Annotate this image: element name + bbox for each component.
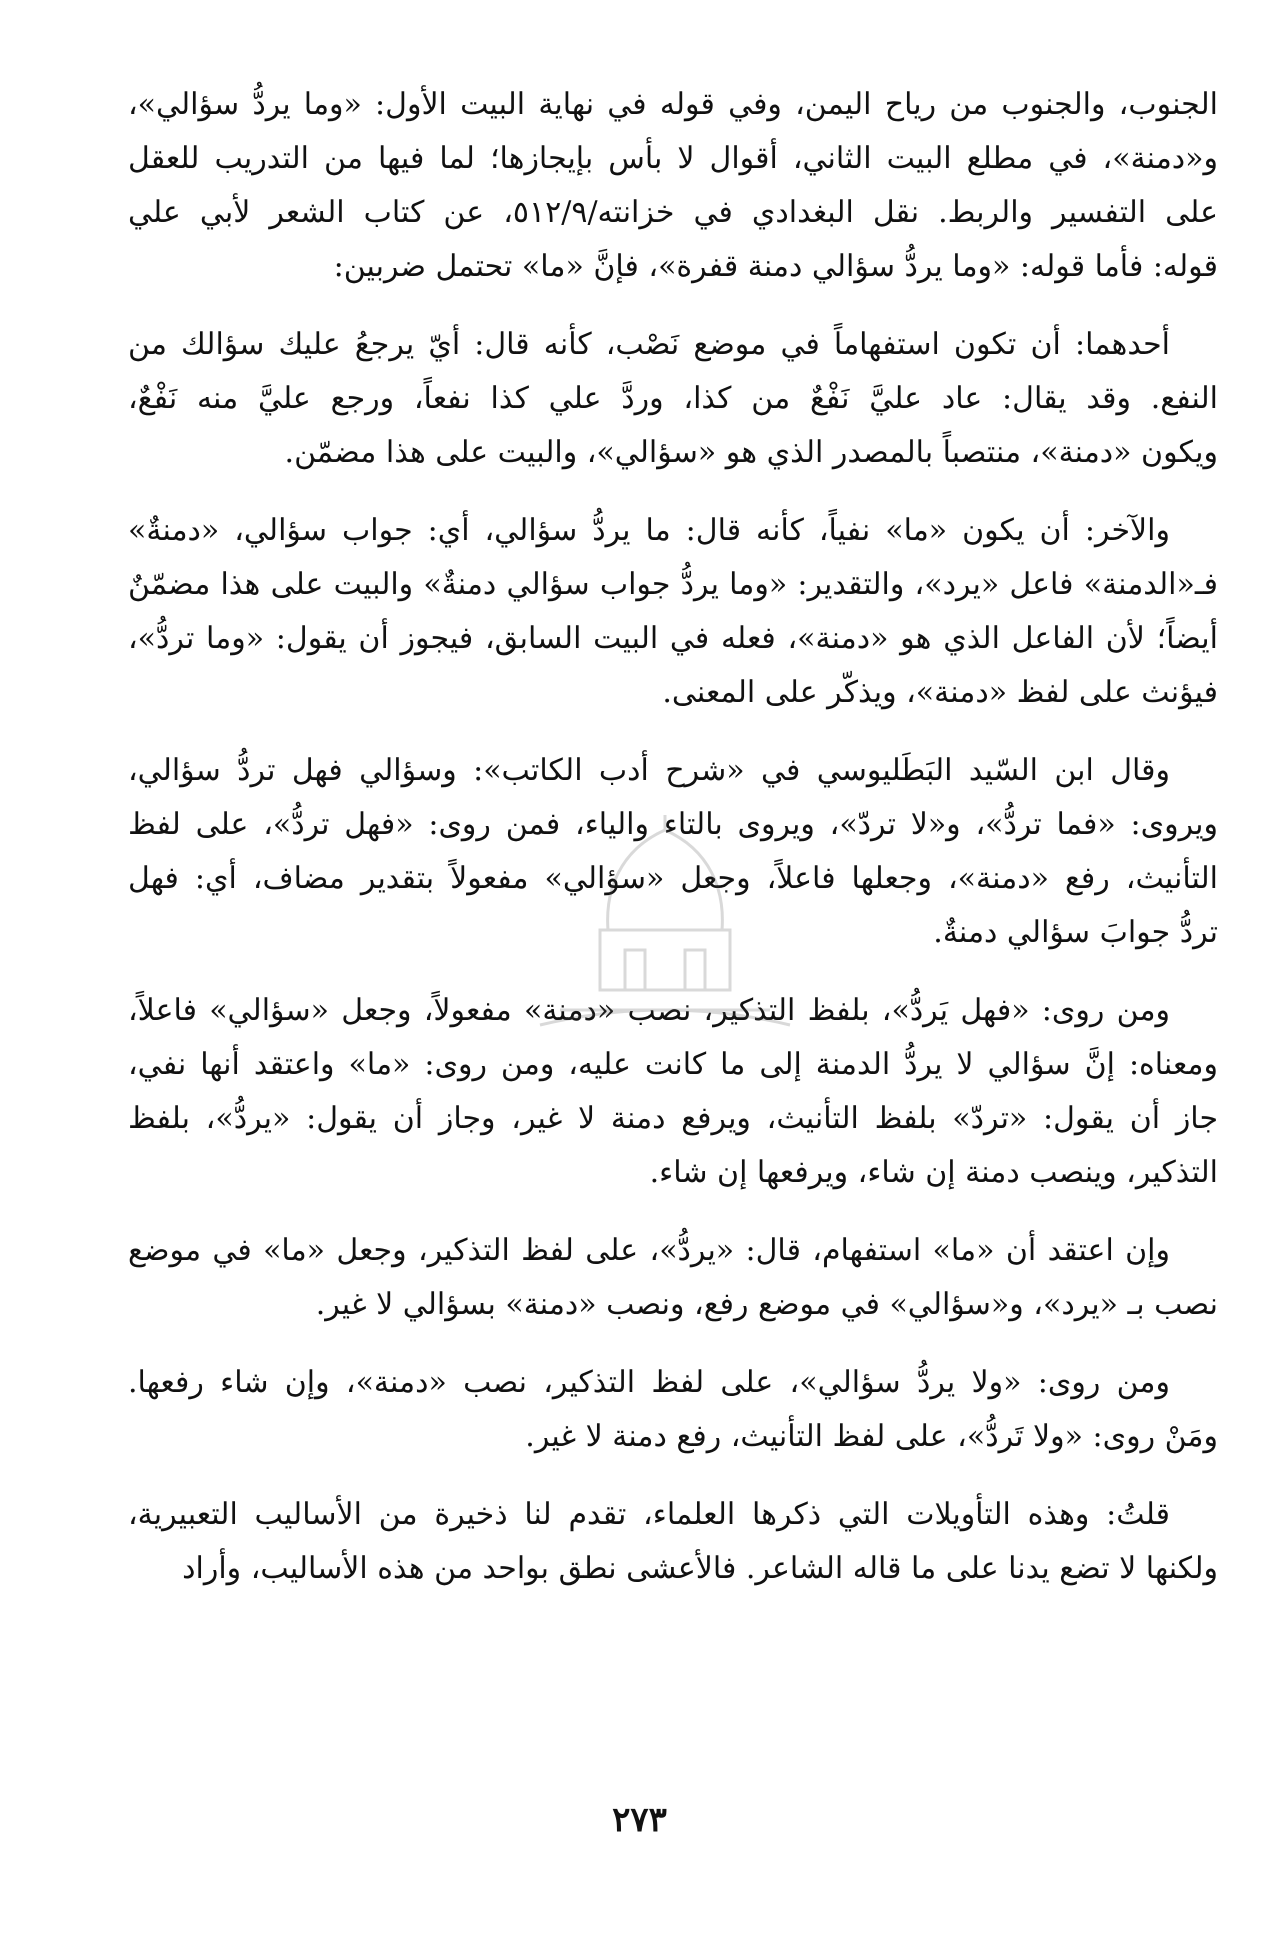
text-line: فيؤنث على لفظ «دمنة»، ويذكّر على المعنى. <box>662 675 1218 710</box>
text-line: الجنوب، والجنوب من رياح اليمن، وفي قوله في نهاية البيت الأول: «وما يردُّ سؤالي»، <box>128 87 1218 122</box>
text-line: أيضاً؛ لأن الفاعل الذي هو «دمنة»، فعله في البيت السابق، فيجوز أن يقول: «وما تردُّ»، <box>128 621 1218 656</box>
text-line: والآخر: أن يكون «ما» نفياً، كأنه قال: ما يردُّ سؤالي، أي: جواب سؤالي، «دمنةٌ» <box>128 513 1170 548</box>
text-line: جاز أن يقول: «تردّ» بلفظ التأنيث، ويرفع دمنة لا غير، وجاز أن يقول: «يردُّ»، بلفظ <box>128 1101 1218 1136</box>
text-line: قوله: فأما قوله: «وما يردُّ سؤالي دمنة قفرة»، فإنَّ «ما» تحتمل ضربين: <box>333 249 1218 284</box>
paragraph <box>128 318 1218 480</box>
library-dome-stamp-icon <box>500 810 830 1040</box>
paragraph <box>128 1356 1218 1464</box>
paragraph <box>128 1488 1218 1596</box>
text-line: ومعناه: إنَّ سؤالي لا يردُّ الدمنة إلى ما كانت عليه، ومن روى: «ما» واعتقد أنها نفي، <box>128 1047 1218 1082</box>
text-line: تردُّ جوابَ سؤالي دمنةٌ. <box>933 915 1218 950</box>
text-line: وإن اعتقد أن «ما» استفهام، قال: «يردُّ»، على لفظ التذكير، وجعل «ما» في موضع <box>128 1233 1170 1268</box>
text-line: و«دمنة»، في مطلع البيت الثاني، أقوال لا بأس بإيجازها؛ لما فيها من التدريب للعقل <box>128 141 1218 176</box>
text-line: ولكنها لا تضع يدنا على ما قاله الشاعر. فالأعشى نطق بواحد من هذه الأساليب، وأراد <box>182 1551 1218 1586</box>
text-line: ويروى: «فما تردُّ»، و«لا تردّ»، ويروى بالتاء والياء، فمن روى: «فهل تردُّ»، على لفظ <box>128 807 1218 842</box>
text-line: وقال ابن السّيد البَطَليوسي في «شرح أدب الكاتب»: وسؤالي فهل تردُّ سؤالي، <box>128 753 1170 788</box>
text-line: على التفسير والربط. نقل البغدادي في خزانته/٥١٢/٩، عن كتاب الشعر لأبي علي <box>128 195 1218 230</box>
text-line: ومَنْ روى: «ولا تَردُّ»، على لفظ التأنيث، رفع دمنة لا غير. <box>525 1419 1218 1454</box>
text-line: ويكون «دمنة»، منتصباً بالمصدر الذي هو «سؤالي»، والبيت على هذا مضمّن. <box>284 435 1218 470</box>
text-line: أحدهما: أن تكون استفهاماً في موضع نَصْب، كأنه قال: أيّ يرجعُ عليك سؤالك من <box>128 327 1170 362</box>
paragraph <box>128 78 1218 294</box>
page-number: ٢٧٣ <box>612 1800 667 1840</box>
text-line: ومن روى: «ولا يردُّ سؤالي»، على لفظ التذكير، نصب «دمنة»، وإن شاء رفعها. <box>128 1365 1170 1400</box>
text-line: التذكير، وينصب دمنة إن شاء، ويرفعها إن شاء. <box>649 1155 1218 1190</box>
text-line: فـ«الدمنة» فاعل «يرد»، والتقدير: «وما يردُّ جواب سؤالي دمنةٌ» والبيت على هذا مضمّنٌ <box>128 567 1218 602</box>
text-line: التأنيث، رفع «دمنة»، وجعلها فاعلاً، وجعل «سؤالي» مفعولاً بتقدير مضاف، أي: فهل <box>128 861 1218 896</box>
text-line: النفع. وقد يقال: عاد عليَّ نَفْعٌ من كذا، وردَّ علي كذا نفعاً، ورجع عليَّ منه نَفْعٌ، <box>128 381 1218 416</box>
text-line: قلتُ: وهذه التأويلات التي ذكرها العلماء، تقدم لنا ذخيرة من الأساليب التعبيرية، <box>128 1497 1170 1532</box>
paragraph <box>128 504 1218 720</box>
text-line: ومن روى: «فهل يَردُّ»، بلفظ التذكير، نصب «دمنة» مفعولاً، وجعل «سؤالي» فاعلاً، <box>128 993 1170 1028</box>
paragraph <box>128 1224 1218 1332</box>
text-line: نصب بـ «يرد»، و«سؤالي» في موضع رفع، ونصب «دمنة» بسؤالي لا غير. <box>315 1287 1218 1322</box>
